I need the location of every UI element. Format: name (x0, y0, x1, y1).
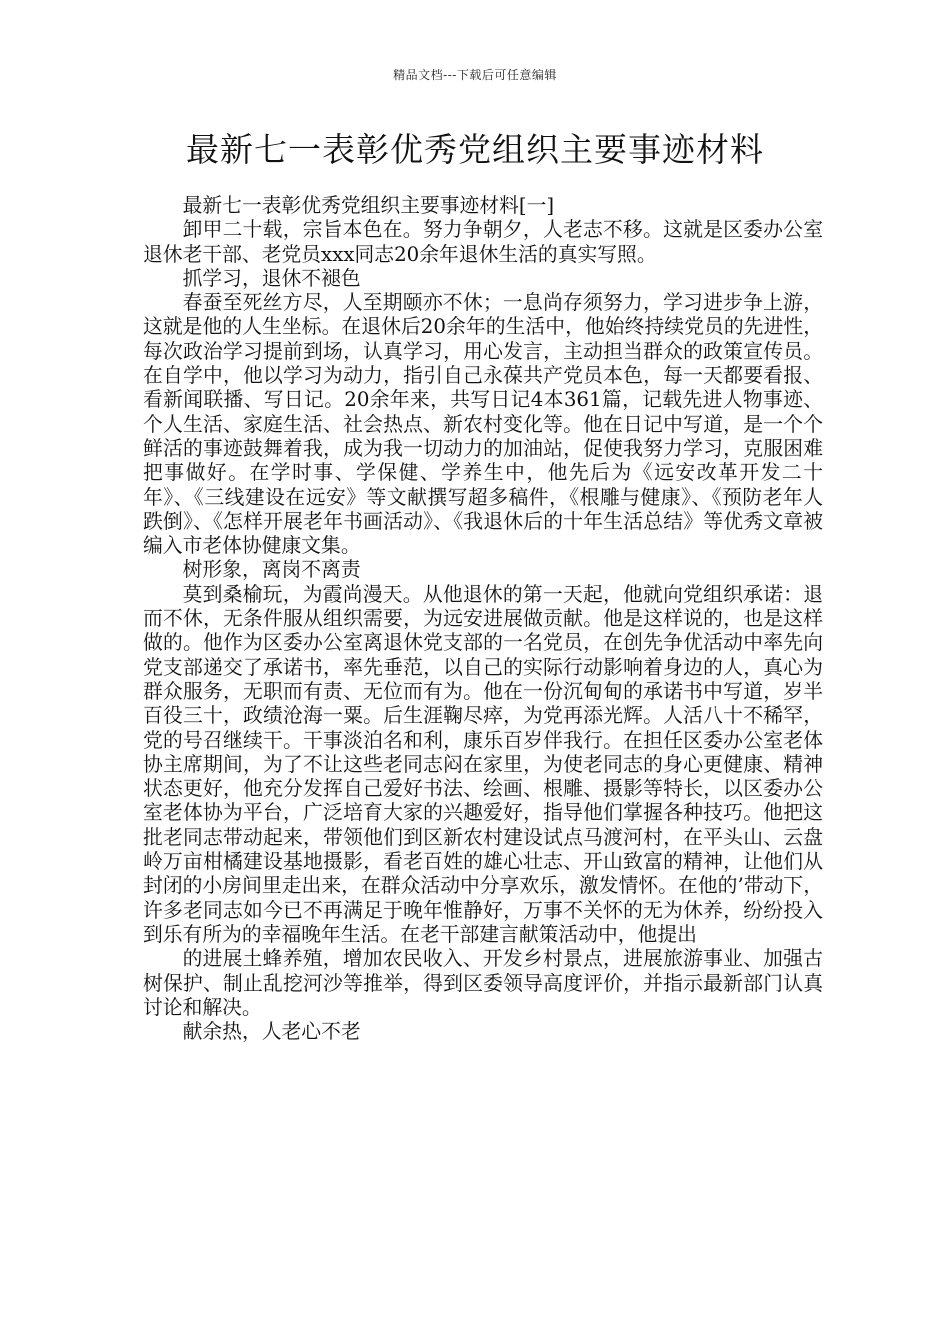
paragraph-proposals: 的进展土蜂养殖，增加农民收入、开发乡村景点，进展旅游事业、加强古树保护、制止乱挖河沙等推举，得到区委领导高度评价，并指示最新部门认真讨论和解决。 (143, 947, 823, 1019)
section-heading-study: 抓学习，退休不褪色 (182, 266, 361, 290)
paragraph-intro: 卸甲二十载，宗旨本色在。努力争朝夕，人老志不移。这就是区委办公室退休老干部、老党员xxx同志20余年退休生活的真实写照。 (143, 218, 823, 266)
section-heading-contribution: 献余热，人老心不老 (182, 1020, 361, 1044)
page-header-note: 精品文档---下载后可任意编辑 (393, 68, 557, 82)
section-heading-image: 树形象，离岗不离责 (182, 558, 361, 582)
paragraph-image: 莫到桑榆玩，为霞尚漫天。从他退休的第一天起，他就向党组织承诺：退而不休，无条件服从组织需要，为远安进展做贡献。他是这样说的，也是这样做的。他作为区委办公室离退休党支部的一名党员，在创先争优活动中率先向党支部递交了承诺书，率先垂范，以自己的实际行动影响着身边的人，真心为群众服务，无职而有责、无位而有为。他在一份沉甸甸的承诺书中写道，岁半百役三十，政绩沧海一粟。后生涯鞠尽瘁，为党再添光辉。人活八十不稀罕，党的号召继续干。干事淡泊名和利，康乐百岁伴我行。在担任区委办公室老体协主席期间，为了不让这些老同志闷在家里，为使老同志的身心更健康、精神状态更好，他充分发挥自己爱好书法、绘画、根雕、摄影等特长，以区委办公室老体协为平台，广泛培育大家的兴趣爱好，指导他们掌握各种技巧。他把这批老同志带动起来，带领他们到区新农村建设试点马渡河村，在平头山、云盘岭万亩柑橘建设基地摄影，看老百姓的雄心壮志、开山致富的精神，让他们从封闭的小房间里走出来，在群众活动中分享欢乐，激发情怀。在他的’带动下，许多老同志如今已不再满足于晚年惟静好，万事不关怀的无为休养，纷纷投入到乐有所为的幸福晚年生活。在老干部建言献策活动中，他提出 (143, 582, 823, 946)
paragraph-study: 春蚕至死丝方尽，人至期颐亦不休；一息尚存须努力，学习进步争上游，这就是他的人生坐标。在退休后20余年的生活中，他始终持续党员的先进性，每次政治学习提前到场，认真学习，用心发言，主动担当群众的政策宣传员。在自学中，他以学习为动力，指引自己永葆共产党员本色，每一天都要看报、看新闻联播、写日记。20余年来，共写日记4本361篇，记载先进人物事迹、个人生活、家庭生活、社会热点、新农村变化等。他在日记中写道，是一个个鲜活的事迹鼓舞着我，成为我一切动力的加油站，促使我努力学习，克服困难把事做好。在学时事、学保健、学养生中，他先后为《远安改革开发二十年》、《三线建设在远安》等文献撰写超多稿件，《根雕与健康》、《预防老年人跌倒》、《怎样开展老年书画活动》、《我退休后的十年生活总结》等优秀文章被编入市老体协健康文集。 (143, 291, 823, 558)
section-heading-intro: 最新七一表彰优秀党组织主要事迹材料[一] (182, 194, 555, 217)
document-title: 最新七一表彰优秀党组织主要事迹材料 (186, 130, 764, 169)
document-body (143, 194, 823, 1044)
